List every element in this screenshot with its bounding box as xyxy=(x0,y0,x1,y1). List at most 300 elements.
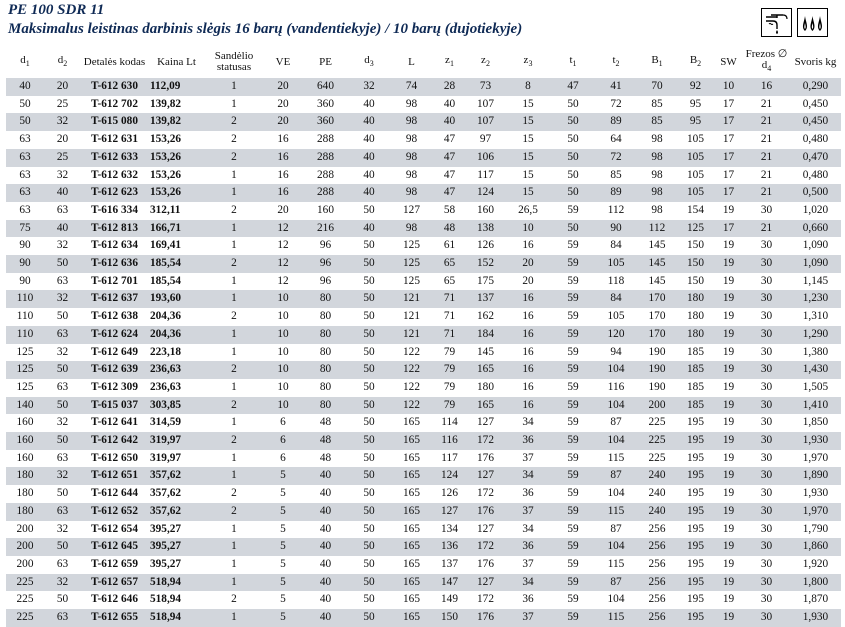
table-cell: 147 xyxy=(433,574,466,592)
table-cell: 1,020 xyxy=(790,202,841,220)
table-cell: 59 xyxy=(551,379,595,397)
table-cell: 236,63 xyxy=(148,379,205,397)
table-cell: 127 xyxy=(466,467,505,485)
table-cell: 63 xyxy=(44,273,81,291)
table-cell: T-612 641 xyxy=(81,414,148,432)
table-cell: T-612 631 xyxy=(81,131,148,149)
table-cell: 25 xyxy=(44,149,81,167)
table-cell: 166,71 xyxy=(148,220,205,238)
table-row xyxy=(6,290,841,308)
table-cell: 19 xyxy=(714,361,743,379)
table-cell: 50 xyxy=(6,113,44,131)
table-cell: 16 xyxy=(505,290,551,308)
table-cell: 65 xyxy=(433,255,466,273)
table-cell: 21 xyxy=(743,220,790,238)
table-cell: 190 xyxy=(637,379,677,397)
table-cell: 98 xyxy=(637,131,677,149)
table-cell: 125 xyxy=(6,344,44,362)
table-cell: 16 xyxy=(263,167,303,185)
table-cell: 50 xyxy=(44,485,81,503)
column-header-label: Detalės kodas xyxy=(83,55,146,68)
table-cell: 225 xyxy=(637,432,677,450)
table-cell: 10 xyxy=(263,361,303,379)
table-cell: 2 xyxy=(205,131,263,149)
table-cell: 395,27 xyxy=(148,521,205,539)
table-cell: 98 xyxy=(390,96,433,114)
table-cell: 95 xyxy=(677,96,714,114)
table-cell: 59 xyxy=(551,521,595,539)
table-row xyxy=(6,361,841,379)
column-header-subscript: 2 xyxy=(485,59,490,69)
table-cell: 50 xyxy=(348,467,390,485)
table-cell: 19 xyxy=(714,202,743,220)
table-cell: 104 xyxy=(595,432,637,450)
table-cell: 50 xyxy=(44,308,81,326)
table-cell: 98 xyxy=(637,167,677,185)
table-cell: 110 xyxy=(6,326,44,344)
table-cell: 303,85 xyxy=(148,397,205,415)
table-cell: 200 xyxy=(637,397,677,415)
table-cell: 0,500 xyxy=(790,184,841,202)
table-cell: 360 xyxy=(303,96,348,114)
table-cell: 1 xyxy=(205,574,263,592)
table-cell: 105 xyxy=(677,131,714,149)
table-cell: 98 xyxy=(637,149,677,167)
table-cell: 10 xyxy=(263,308,303,326)
table-cell: 50 xyxy=(44,538,81,556)
table-cell: 98 xyxy=(390,184,433,202)
table-cell: 50 xyxy=(348,414,390,432)
table-cell: 21 xyxy=(743,149,790,167)
table-cell: 90 xyxy=(6,255,44,273)
table-cell: 50 xyxy=(348,308,390,326)
column-header-label: VE xyxy=(275,55,291,68)
table-row xyxy=(6,113,841,131)
table-cell: 112 xyxy=(637,220,677,238)
table-cell: 1,090 xyxy=(790,237,841,255)
table-cell: 1 xyxy=(205,237,263,255)
table-cell: 96 xyxy=(303,237,348,255)
table-cell: 1,430 xyxy=(790,361,841,379)
table-cell: 50 xyxy=(551,131,595,149)
table-cell: 50 xyxy=(348,344,390,362)
table-cell: 19 xyxy=(714,414,743,432)
table-row xyxy=(6,503,841,521)
table-cell: 40 xyxy=(348,184,390,202)
table-cell: 59 xyxy=(551,467,595,485)
table-cell: 63 xyxy=(6,184,44,202)
column-header-label: PE xyxy=(319,55,332,68)
table-cell: 59 xyxy=(551,574,595,592)
table-cell: 121 xyxy=(390,326,433,344)
table-cell: 80 xyxy=(303,397,348,415)
table-cell: 19 xyxy=(714,574,743,592)
table-cell: 0,480 xyxy=(790,167,841,185)
table-cell: T-612 646 xyxy=(81,591,148,609)
table-cell: 149 xyxy=(433,591,466,609)
table-cell: 48 xyxy=(303,432,348,450)
table-cell: 116 xyxy=(595,379,637,397)
table-cell: 172 xyxy=(466,485,505,503)
table-cell: 0,470 xyxy=(790,149,841,167)
table-cell: 15 xyxy=(505,184,551,202)
table-cell: 165 xyxy=(390,450,433,468)
table-cell: 118 xyxy=(595,273,637,291)
table-cell: 20 xyxy=(263,113,303,131)
table-cell: T-612 654 xyxy=(81,521,148,539)
table-cell: 153,26 xyxy=(148,131,205,149)
table-cell: 80 xyxy=(303,326,348,344)
table-cell: 26,5 xyxy=(505,202,551,220)
table-cell: T-612 659 xyxy=(81,556,148,574)
table-cell: 195 xyxy=(677,414,714,432)
table-cell: 314,59 xyxy=(148,414,205,432)
table-cell: 127 xyxy=(466,574,505,592)
table-cell: 1,290 xyxy=(790,326,841,344)
table-cell: 115 xyxy=(595,609,637,627)
table-cell: 50 xyxy=(348,397,390,415)
table-cell: 1 xyxy=(205,344,263,362)
table-cell: 59 xyxy=(551,237,595,255)
table-cell: 50 xyxy=(348,379,390,397)
table-cell: 30 xyxy=(743,326,790,344)
table-cell: 16 xyxy=(505,379,551,397)
table-cell: 518,94 xyxy=(148,574,205,592)
table-cell: 225 xyxy=(6,574,44,592)
table-cell: 140 xyxy=(6,397,44,415)
table-cell: 30 xyxy=(743,344,790,362)
table-row xyxy=(6,167,841,185)
column-header-label: t xyxy=(569,53,573,66)
table-cell: 5 xyxy=(263,538,303,556)
table-cell: 84 xyxy=(595,290,637,308)
table-cell: 1,930 xyxy=(790,432,841,450)
table-cell: 288 xyxy=(303,184,348,202)
column-header-label: d xyxy=(20,53,26,66)
table-cell: 180 xyxy=(677,290,714,308)
table-cell: 153,26 xyxy=(148,184,205,202)
table-cell: 19 xyxy=(714,556,743,574)
table-cell: 30 xyxy=(743,503,790,521)
column-header-label: z xyxy=(481,53,486,66)
table-cell: 50 xyxy=(348,574,390,592)
table-cell: 1,380 xyxy=(790,344,841,362)
table-cell: 124 xyxy=(433,467,466,485)
table-cell: T-612 637 xyxy=(81,290,148,308)
table-cell: 19 xyxy=(714,379,743,397)
table-cell: 1,850 xyxy=(790,414,841,432)
table-cell: 180 xyxy=(6,503,44,521)
table-cell: 50 xyxy=(348,290,390,308)
table-cell: 16 xyxy=(263,149,303,167)
table-cell: 1 xyxy=(205,609,263,627)
table-cell: 115 xyxy=(595,556,637,574)
table-cell: 223,18 xyxy=(148,344,205,362)
column-header xyxy=(263,46,303,78)
table-cell: 170 xyxy=(637,290,677,308)
table-cell: 200 xyxy=(6,538,44,556)
table-cell: 63 xyxy=(44,503,81,521)
table-cell: 63 xyxy=(44,609,81,627)
table-cell: 12 xyxy=(263,255,303,273)
table-cell: 518,94 xyxy=(148,591,205,609)
table-cell: 85 xyxy=(637,96,677,114)
column-header-label: z xyxy=(523,53,529,66)
table-row xyxy=(6,202,841,220)
table-cell: 20 xyxy=(505,273,551,291)
table-cell: 1 xyxy=(205,96,263,114)
table-cell: 47 xyxy=(433,184,466,202)
table-cell: 1 xyxy=(205,450,263,468)
table-cell: 1,860 xyxy=(790,538,841,556)
table-cell: T-615 080 xyxy=(81,113,148,131)
table-cell: T-612 702 xyxy=(81,96,148,114)
table-cell: 126 xyxy=(433,485,466,503)
table-cell: 40 xyxy=(303,503,348,521)
table-cell: 85 xyxy=(637,113,677,131)
table-cell: 122 xyxy=(390,344,433,362)
column-header-subscript: 2 xyxy=(697,59,702,69)
table-cell: 116 xyxy=(433,432,466,450)
table-cell: 15 xyxy=(505,113,551,131)
table-cell: 319,97 xyxy=(148,432,205,450)
table-cell: 19 xyxy=(714,308,743,326)
table-cell: 40 xyxy=(348,131,390,149)
table-cell: 395,27 xyxy=(148,538,205,556)
table-cell: 59 xyxy=(551,326,595,344)
table-cell: 1,970 xyxy=(790,503,841,521)
table-cell: 59 xyxy=(551,290,595,308)
table-cell: 150 xyxy=(677,237,714,255)
table-cell: 110 xyxy=(6,308,44,326)
table-cell: 6 xyxy=(263,414,303,432)
table-cell: 0,480 xyxy=(790,131,841,149)
table-cell: 121 xyxy=(390,308,433,326)
table-cell: 172 xyxy=(466,432,505,450)
table-cell: 59 xyxy=(551,273,595,291)
table-cell: 127 xyxy=(466,521,505,539)
table-cell: 360 xyxy=(303,113,348,131)
table-cell: 1 xyxy=(205,167,263,185)
table-cell: 256 xyxy=(637,574,677,592)
table-cell: 17 xyxy=(714,113,743,131)
table-cell: 12 xyxy=(263,220,303,238)
table-cell: 34 xyxy=(505,414,551,432)
table-cell: 185 xyxy=(677,379,714,397)
table-cell: 59 xyxy=(551,202,595,220)
table-cell: T-612 642 xyxy=(81,432,148,450)
table-cell: 19 xyxy=(714,538,743,556)
table-cell: 40 xyxy=(348,167,390,185)
table-cell: 185 xyxy=(677,344,714,362)
table-cell: 121 xyxy=(390,290,433,308)
column-header-label: t xyxy=(612,53,616,66)
table-cell: 357,62 xyxy=(148,485,205,503)
table-cell: 64 xyxy=(595,131,637,149)
table-cell: 19 xyxy=(714,344,743,362)
table-cell: 30 xyxy=(743,308,790,326)
table-cell: T-612 652 xyxy=(81,503,148,521)
table-cell: 40 xyxy=(44,184,81,202)
table-cell: 16 xyxy=(505,237,551,255)
table-cell: 312,11 xyxy=(148,202,205,220)
table-cell: 2 xyxy=(205,361,263,379)
table-cell: 50 xyxy=(348,591,390,609)
table-cell: T-612 657 xyxy=(81,574,148,592)
table-cell: 1,800 xyxy=(790,574,841,592)
table-cell: 40 xyxy=(433,96,466,114)
table-cell: 20 xyxy=(263,202,303,220)
table-cell: 87 xyxy=(595,414,637,432)
table-cell: 71 xyxy=(433,308,466,326)
table-cell: 50 xyxy=(44,255,81,273)
table-cell: 1 xyxy=(205,326,263,344)
table-cell: 2 xyxy=(205,503,263,521)
table-cell: 30 xyxy=(743,273,790,291)
table-cell: 89 xyxy=(595,113,637,131)
table-row xyxy=(6,78,841,96)
table-cell: 87 xyxy=(595,521,637,539)
table-cell: 20 xyxy=(263,78,303,96)
table-cell: 153,26 xyxy=(148,167,205,185)
table-cell: 48 xyxy=(303,414,348,432)
table-cell: 256 xyxy=(637,591,677,609)
table-cell: 40 xyxy=(348,220,390,238)
table-cell: 20 xyxy=(505,255,551,273)
column-header xyxy=(6,46,44,78)
table-cell: 50 xyxy=(348,273,390,291)
table-cell: 195 xyxy=(677,485,714,503)
table-cell: 1,930 xyxy=(790,485,841,503)
table-cell: 90 xyxy=(6,237,44,255)
table-cell: 176 xyxy=(466,556,505,574)
table-cell: 145 xyxy=(637,255,677,273)
table-cell: 94 xyxy=(595,344,637,362)
table-cell: 2 xyxy=(205,591,263,609)
table-cell: 153,26 xyxy=(148,149,205,167)
table-cell: 195 xyxy=(677,450,714,468)
table-cell: 30 xyxy=(743,255,790,273)
table-cell: T-612 650 xyxy=(81,450,148,468)
table-cell: 74 xyxy=(390,78,433,96)
table-cell: 98 xyxy=(637,184,677,202)
table-cell: 195 xyxy=(677,521,714,539)
page-subtitle: Maksimalus leistinas darbinis slėgis 16 barų (vandentiekyje) / 10 barų (dujotiekyje) xyxy=(8,21,523,37)
water-supply-icon xyxy=(761,8,792,37)
table-cell: 50 xyxy=(551,167,595,185)
table-cell: 176 xyxy=(466,503,505,521)
table-cell: T-612 655 xyxy=(81,609,148,627)
table-cell: 50 xyxy=(348,485,390,503)
column-header xyxy=(348,46,390,78)
table-cell: 170 xyxy=(637,308,677,326)
table-cell: 98 xyxy=(390,113,433,131)
table-cell: 30 xyxy=(743,591,790,609)
table-cell: 150 xyxy=(677,255,714,273)
table-cell: 30 xyxy=(743,379,790,397)
table-cell: 16 xyxy=(505,361,551,379)
column-header-label: d xyxy=(364,53,370,66)
table-row xyxy=(6,344,841,362)
table-cell: 185,54 xyxy=(148,273,205,291)
table-cell: 5 xyxy=(263,556,303,574)
table-cell: 172 xyxy=(466,538,505,556)
table-cell: 40 xyxy=(348,113,390,131)
table-cell: 216 xyxy=(303,220,348,238)
table-cell: 28 xyxy=(433,78,466,96)
table-cell: 12 xyxy=(263,237,303,255)
table-cell: 150 xyxy=(677,273,714,291)
table-cell: 225 xyxy=(637,414,677,432)
table-cell: 125 xyxy=(390,255,433,273)
table-cell: 50 xyxy=(348,237,390,255)
table-row xyxy=(6,521,841,539)
table-cell: 30 xyxy=(743,467,790,485)
table-cell: 19 xyxy=(714,237,743,255)
table-cell: 21 xyxy=(743,131,790,149)
table-cell: 105 xyxy=(677,149,714,167)
table-cell: 2 xyxy=(205,202,263,220)
table-cell: 17 xyxy=(714,167,743,185)
table-cell: 184 xyxy=(466,326,505,344)
table-cell: 165 xyxy=(390,521,433,539)
table-row xyxy=(6,326,841,344)
column-header-subscript: 1 xyxy=(449,59,454,69)
table-cell: 1 xyxy=(205,414,263,432)
table-cell: 40 xyxy=(303,485,348,503)
table-cell: 40 xyxy=(348,149,390,167)
table-cell: 70 xyxy=(637,78,677,96)
table-cell: 50 xyxy=(348,538,390,556)
table-cell: 98 xyxy=(637,202,677,220)
page-title: PE 100 SDR 11 xyxy=(8,2,105,18)
column-header-label: d xyxy=(57,53,64,66)
table-cell: 58 xyxy=(433,202,466,220)
table-cell: 127 xyxy=(433,503,466,521)
column-header-subscript: 3 xyxy=(528,59,533,69)
table-cell: 2 xyxy=(205,485,263,503)
table-cell: 180 xyxy=(6,467,44,485)
table-cell: 79 xyxy=(433,379,466,397)
table-cell: 225 xyxy=(637,450,677,468)
table-cell: 63 xyxy=(44,202,81,220)
table-cell: 107 xyxy=(466,96,505,114)
table-cell: 32 xyxy=(44,237,81,255)
table-cell: 61 xyxy=(433,237,466,255)
table-cell: 136 xyxy=(433,538,466,556)
table-row xyxy=(6,273,841,291)
table-row xyxy=(6,450,841,468)
table-cell: 288 xyxy=(303,131,348,149)
table-cell: 19 xyxy=(714,591,743,609)
table-cell: 180 xyxy=(677,326,714,344)
table-cell: 180 xyxy=(466,379,505,397)
table-cell: 90 xyxy=(6,273,44,291)
table-cell: 1,970 xyxy=(790,450,841,468)
table-row xyxy=(6,538,841,556)
table-cell: 256 xyxy=(637,556,677,574)
table-cell: 125 xyxy=(6,361,44,379)
table-cell: 195 xyxy=(677,609,714,627)
table-cell: 2 xyxy=(205,255,263,273)
table-cell: 40 xyxy=(433,113,466,131)
table-cell: 357,62 xyxy=(148,467,205,485)
table-cell: 1,410 xyxy=(790,397,841,415)
column-header xyxy=(790,46,841,78)
column-header xyxy=(714,46,743,78)
table-cell: 6 xyxy=(263,450,303,468)
table-cell: 117 xyxy=(433,450,466,468)
